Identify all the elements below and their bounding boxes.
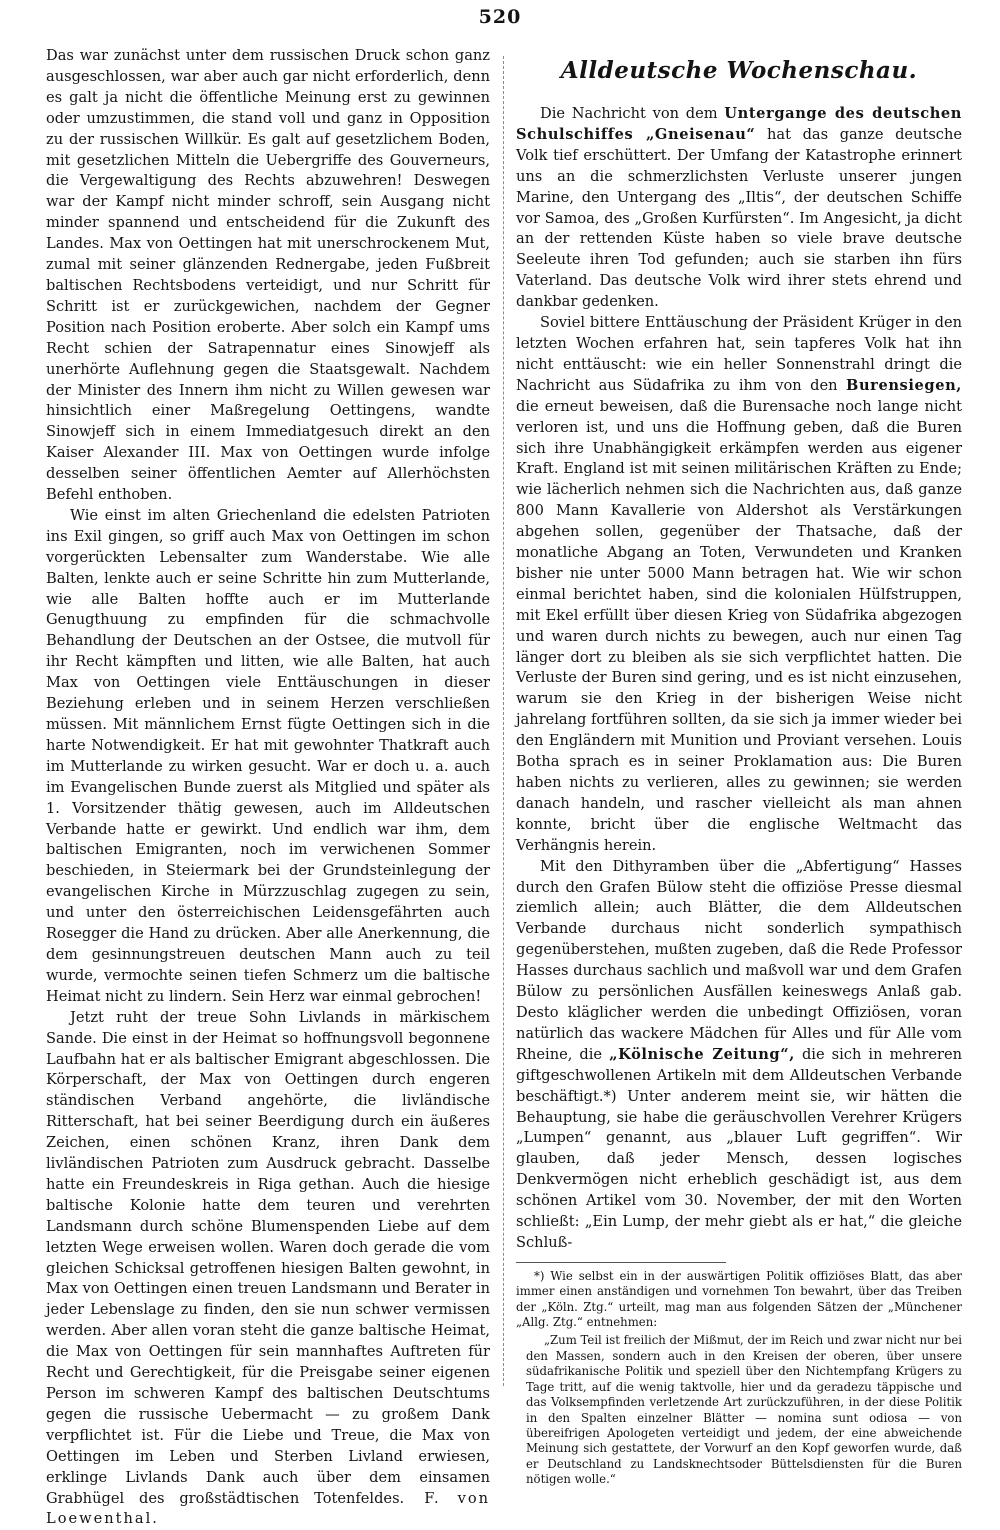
right-paragraph-3 xyxy=(516,857,962,1254)
left-paragraph-2: Wie einst im alten Griechenland die edelsten Patrioten ins Exil gingen, so griff auch Max von Oettingen im schon vorgerückten Lebensalter zum Wanderstabe. Wie alle Balten, lenkte auch er seine Schritte hin zum Mutterlande, wie alle Balten hoffte auch er im Mutterlande Genugthuung zu empfinden für die schmachvolle Behandlung der Deutschen an der Ostsee, die mutvoll für ihr Recht kämpften und litten, wie alle Balten, hat auch Max von Oettingen viele Enttäuschungen in dieser Beziehung erleben und in seinem Herzen verschließen müssen. Mit männlichem Ernst fügte Oettingen sich in die harte Notwendigkeit. Er hat mit gewohnter Thatkraft auch im Mutterlande zu wirken gesucht. War er doch u. a. auch im Evangelischen Bunde zuerst als Mitglied und später als 1. Vorsitzender thätig gewesen, auch im Alldeutschen Verbande hatte er gewirkt. Und endlich war ihm, dem baltischen Emigranten, noch im verwichenen Sommer beschieden, in Steiermark bei der Grundsteinlegung der evangelischen Kirche in Mürzzuschlag zugegen zu sein, und unter den österreichischen Leidensgefährten auch Rosegger die Hand zu drücken. Aber alle Anerkennung, die dem gesinnungstreuen deutschen Mann auch zu teil wurde, vermochte seinen tiefen Schmerz um die baltische Heimat nicht zu lindern. Sein Herz war einmal gebrochen! xyxy=(46,506,490,1005)
left-paragraph-3-text: Jetzt ruht der treue Sohn Livlands in märkischem Sande. Die einst in der Heimat so hoffnungsvoll begonnene Laufbahn hat er als baltischer Emigrant abgeschlossen. Die Körperschaft, der Max von Oettingen durch engeren ständischen Verband angehörte, die livländische Ritterschaft, hat bei seiner Beerdigung durch ein äußeres Zeichen, einen schönen Kranz, ihren Dank dem livländischen Patrioten zum Ausdruck gebracht. Dasselbe hatte ein Freundeskreis in Riga gethan. Auch die hiesige baltische Kolonie hatte dem teuren und verehrten Landsmann durch schöne Blumenspenden Liebe auf dem letzten Wege erweisen wollen. Waren doch gerade die vom gleichen Schicksal getroffenen hiesigen Balten gewohnt, in Max von Oettingen einen treuen Landsmann und Berater in jeder Lebenslage zu finden, den sie nun schwer vermissen werden. Aber allen voran steht die ganze baltische Heimat, die Max von Oettingen für sein mannhaftes Auftreten für Recht und Gerechtigkeit, für die Preisgabe seiner eigenen Person im schweren Kampf des baltischen Deutschtums gegen die russische Uebermacht — zu großem Dank verpflichtet ist. Für die Liebe und Treue, die Max von Oettingen im Leben und Sterben Livland erwiesen, erklinge Livlands Dank auch über dem einsamen Grabhügel des großstädtischen Totenfeldes. xyxy=(46,1008,490,1507)
footnote-rule xyxy=(516,1262,726,1263)
column-divider xyxy=(503,56,504,1386)
right-paragraph-2-lead: Soviel bittere Enttäuschung der Präsident Krüger in den letzten Wochen erfahren hat, sein tapferes Volk hat ihn nicht enttäuscht: wie ein heller Sonnenstrahl dringt die Nachricht aus Südafrika zu ihm von den xyxy=(516,314,962,394)
author-signature: F. von Loewenthal. xyxy=(46,1489,491,1528)
section-title: Alldeutsche Wochenschau. xyxy=(560,57,918,84)
right-paragraph-1-body: hat das ganze deutsche Volk tief erschüttert. Der Umfang der Katastrophe erinnert uns an die schmerzlichsten Verluste unserer jungen Marine, den Untergang des „Iltis“, der deutschen Schiffe vor Samoa, des „Großen Kurfürsten“. Im Angesicht, ja dicht an der rettenden Küste haben so viele brave deutsche Seeleute ihren Tod gefunden; auch sie starben ihn fürs Vaterland. Das deutsche Volk wird ihrer stets ehrend und dankbar gedenken. xyxy=(516,125,963,311)
right-column xyxy=(516,46,962,1488)
right-paragraph-2 xyxy=(516,313,962,857)
emphasis-gneisenau: Untergange des deutschen Schulschiffes „Gneisenau“ xyxy=(516,105,963,143)
left-paragraph-1: Das war zunächst unter dem russischen Druck schon ganz ausgeschlossen, war aber auch gar nicht erforderlich, denn es galt ja nicht die öffentliche Meinung erst zu gewinnen oder umzustimmen, die stand voll und ganz in Opposition zu der russischen Willkür. Es galt auf gesetzlichem Boden, mit gesetzlichen Mitteln die Uebergriffe des Gouverneurs, die Vergewaltigung des Rechts abzuwehren! Deswegen war der Kampf nicht minder schroff, sein Ausgang nicht minder spannend und entscheidend für die Zukunft des Landes. Max von Oettingen hat mit unerschrockenem Mut, zumal mit seiner glänzenden Rednergabe, jeden Fußbreit baltischen Rechtsbodens verteidigt, und nur Schritt für Schritt ist er zurückgewichen, nachdem der Gegner Position nach Position eroberte. Aber solch ein Kampf ums Recht schien der Satrapennatur eines Sinowjeff als unerhörte Auflehnung gegen die Staatsgewalt. Nachdem der Minister des Innern ihm nicht zu Willen gewesen war hinsichtlich einer Maßregelung Oettingens, wandte Sinowjeff sich in einem Immediatgesuch direkt an den Kaiser Alexander III. Max von Oettingen wurde infolge desselben seiner öffentlichen Aemter auf Allerhöchsten Befehl enthoben. xyxy=(46,47,490,504)
footnote-quote: „Zum Teil ist freilich der Mißmut, der im Reich und zwar nicht nur bei den Massen, sondern auch in den Kreisen der oberen, über unsere südafrikanische Politik und speziell über den Nichtempfang Krügers zu Tage tritt, auf die wenig taktvolle, hier und da geradezu täppische und das Volksempfinden verletzende Art zurückzuführen, in der diese Politik in den Spalten einzelner Blätter — nomina sunt odiosa — von übereifrigen Apologeten verteidigt und jedem, der eine abweichende Meinung sich gestattete, der Vorwurf an den Kopf geworfen wurde, daß er Deutschland zu Landsknechtsoder Büttelsdiensten für die Buren nötigen wolle.“ xyxy=(526,1333,962,1487)
emphasis-koelnische-zeitung: „Kölnische Zeitung“, xyxy=(609,1045,795,1063)
right-paragraph-3-lead: Mit den Dithyramben über die „Abfertigung“ Hasses durch den Grafen Bülow steht die offiziöse Presse diesmal ziemlich allein; auch Blätter, die dem Alldeutschen Verbande durchaus nicht sonderlich sympathisch gegenüberstehen, mußten zugeben, daß die Rede Professor Hasses durchaus sachlich und maßvoll war und dem Grafen Bülow zu persönlichen Ausfällen keineswegs Anlaß gab. Desto kläglicher werden die unbedingt Offiziösen, voran natürlich das wackere Mädchen für Alles und für Alle vom Rheine, die xyxy=(516,857,962,1063)
right-paragraph-1 xyxy=(516,104,962,313)
footnote xyxy=(516,1269,962,1488)
right-paragraph-2-body: die erneut beweisen, daß die Burensache noch lange nicht verloren ist, und uns die Hoffnung geben, daß die Buren sich ihre Unabhängigkeit erkämpfen werden aus eigener Kraft. England ist mit seinen militärischen Kräften zu Ende; wie lächerlich nehmen sich die Nachrichten aus, daß ganze 800 Mann Kavallerie von Aldershot als Verstärkungen abgehen sollen, gegenüber der Thatsache, daß der monatliche Abgang an Toten, Verwundeten und Kranken bisher nie unter 5000 Mann betragen hat. Wie wir schon einmal berichtet haben, sind die kolonialen Hülfstruppen, mit Ekel erfüllt über diesen Krieg von Südafrika abgezogen und waren durch nichts zu bewegen, auch nur einen Tag länger dort zu bleiben als sie sich verpflichtet hatten. Die Verluste der Buren sind gering, und es ist nicht einzusehen, warum sie den Krieg in der bisherigen Weise nicht jahrelang fortführen sollten, da sie sich ja immer wieder bei den Engländern mit Munition und Proviant versehen. Louis Botha sprach es in seiner Proklamation aus: Die Buren haben nichts zu verlieren, alles zu gewinnen; sie werden danach handeln, und rascher vielleicht als man ahnen konnte, bricht über die englische Weltmacht das Verhängnis herein. xyxy=(516,397,962,854)
footnote-intro: *) Wie selbst ein in der auswärtigen Politik offiziöses Blatt, das aber immer einen anständigen und vornehmen Ton bewahrt, über das Treiben der „Köln. Ztg.“ urteilt, mag man aus folgenden Sätzen der „Münchener „Allg. Ztg.“ entnehmen: xyxy=(516,1268,962,1330)
right-paragraph-3-body: die sich in mehreren giftgeschwollenen Artikeln mit dem Alldeutschen Verbande beschäftigt.*) Unter anderem meint sie, wir hätten die Behauptung, sie habe die geräuschvollen Verehrer Krügers „Lumpen“ genannt, aus „blauer Luft gegriffen“. Wir glauben, daß jeder Mensch, dessen logisches Denkvermögen nicht erheblich geschädigt ist, aus dem schönen Artikel vom 30. November, der mit den Worten schließt: „Ein Lump, der mehr giebt als er hat,“ die gleiche Schluß- xyxy=(516,1045,963,1251)
right-paragraph-1-lead: Die Nachricht von dem xyxy=(540,105,718,122)
emphasis-burensiegen: Burensiegen, xyxy=(846,376,962,394)
page-number: 520 xyxy=(478,6,522,28)
left-column xyxy=(46,46,490,1530)
left-paragraph-3 xyxy=(46,1008,490,1530)
